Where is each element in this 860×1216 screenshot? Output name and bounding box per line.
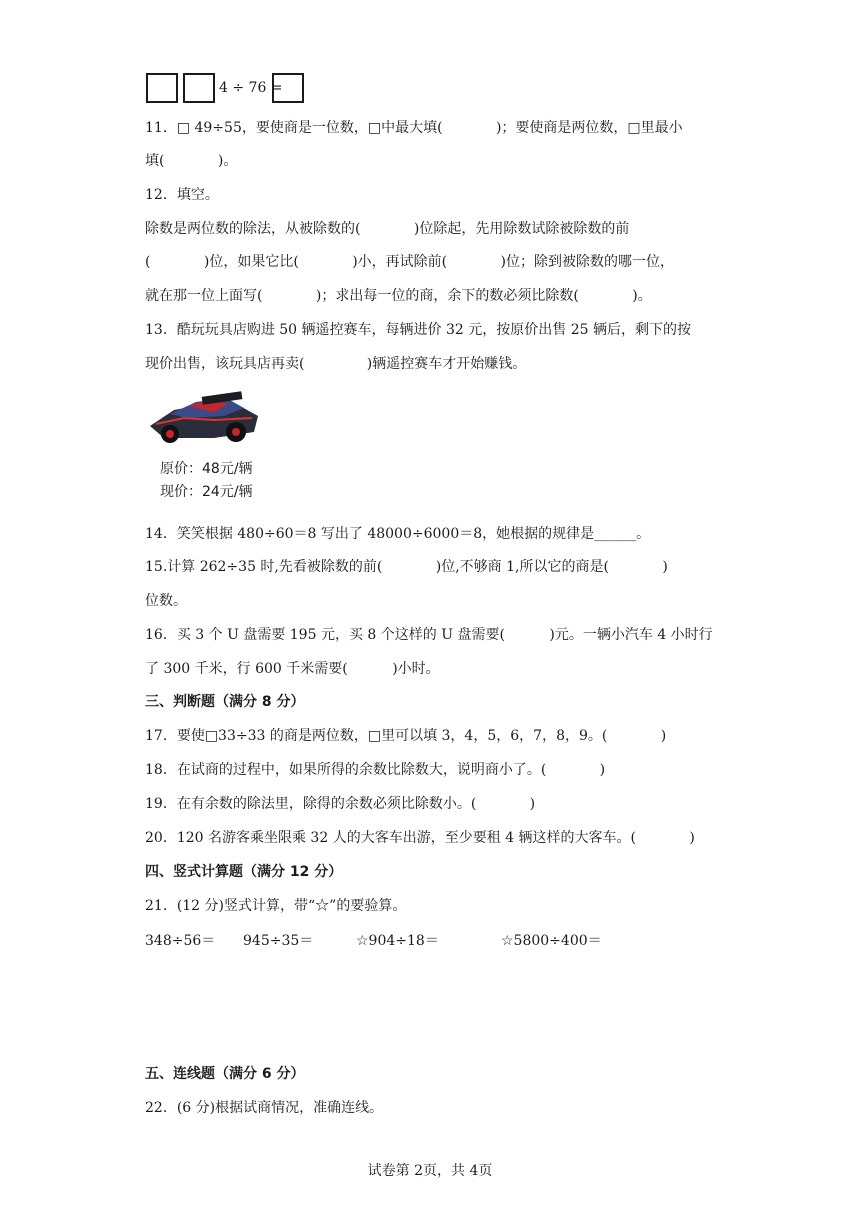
q13-line2: 现价出售，该玩具店再卖( )辆遥控赛车才开始赚钱。 [145, 356, 527, 372]
q15-line2: 位数。 [145, 593, 187, 609]
section-4-title: 四、竖式计算题（满分 12 分） [145, 864, 343, 880]
q11-line2: 填( )。 [145, 153, 238, 169]
q21: 21．(12 分)竖式计算，带“☆”的要验算。 [145, 898, 407, 914]
q21-item-1: 348÷56＝ [145, 933, 216, 949]
q19: 19．在有余数的除法里，除得的余数必须比除数小。( ) [145, 796, 536, 812]
q21-item-3: ☆904÷18＝ [356, 933, 439, 949]
q12-line2: ( )位，如果它比( )小，再试除前( )位；除到被除数的哪一位， [145, 254, 674, 270]
q21-item-2: 945÷35＝ [243, 933, 314, 949]
q16-line1: 16．买 3 个 U 盘需要 195 元，买 8 个这样的 U 盘需要( )元。一辆小汽车 4 小时行 [145, 627, 713, 643]
q21-item-4: ☆5800÷400＝ [501, 933, 602, 949]
q13-line1: 13．酷玩玩具店购进 50 辆遥控赛车，每辆进价 32 元，按原价出售 25 辆后，剩下的按 [145, 322, 691, 338]
q16-line2: 了 300 千米，行 600 千米需要( )小时。 [145, 661, 440, 677]
q12-line1: 除数是两位数的除法，从被除数的( )位除起，先用除数试除被除数的前 [145, 221, 630, 237]
page-footer: 试卷第 2页，共 4页 [367, 1163, 493, 1179]
q14: 14．笑笑根据 480÷60＝8 写出了 48000÷6000＝8，她根据的规律是______。 [145, 526, 651, 542]
section-3-title: 三、判断题（满分 8 分） [145, 694, 305, 710]
q15-line1: 15.计算 262÷35 时,先看被除数的前( )位,不够商 1,所以它的商是( ) [145, 559, 668, 575]
q22: 22．(6 分)根据试商情况，准确连线。 [145, 1100, 384, 1116]
answer-box-2[interactable] [183, 73, 215, 103]
answer-box-1[interactable] [146, 73, 178, 103]
q18: 18．在试商的过程中，如果所得的余数比除数大，说明商小了。( ) [145, 762, 606, 778]
q20: 20．120 名游客乘坐限乘 32 人的大客车出游，至少要租 4 辆这样的大客车。( ) [145, 830, 695, 846]
q12-line3: 就在那一位上面写( )；求出每一位的商，余下的数必须比除数( )。 [145, 288, 652, 304]
q12-title: 12．填空。 [145, 187, 219, 203]
q17: 17．要使□33÷33 的商是两位数，□里可以填 3，4，5，6，7，8，9。( ) [145, 728, 667, 744]
original-price: 原价：48元/辆 [160, 461, 253, 477]
current-price: 现价：24元/辆 [160, 484, 253, 500]
q11-line1: 11．□ 49÷55，要使商是一位数，□中最大填( )；要使商是两位数，□里最小 [145, 120, 683, 136]
section-5-title: 五、连线题（满分 6 分） [145, 1066, 305, 1082]
answer-box-3[interactable] [272, 73, 304, 103]
race-car-image [144, 388, 262, 450]
q10-expression: 4 ÷ 76 = [219, 80, 283, 96]
